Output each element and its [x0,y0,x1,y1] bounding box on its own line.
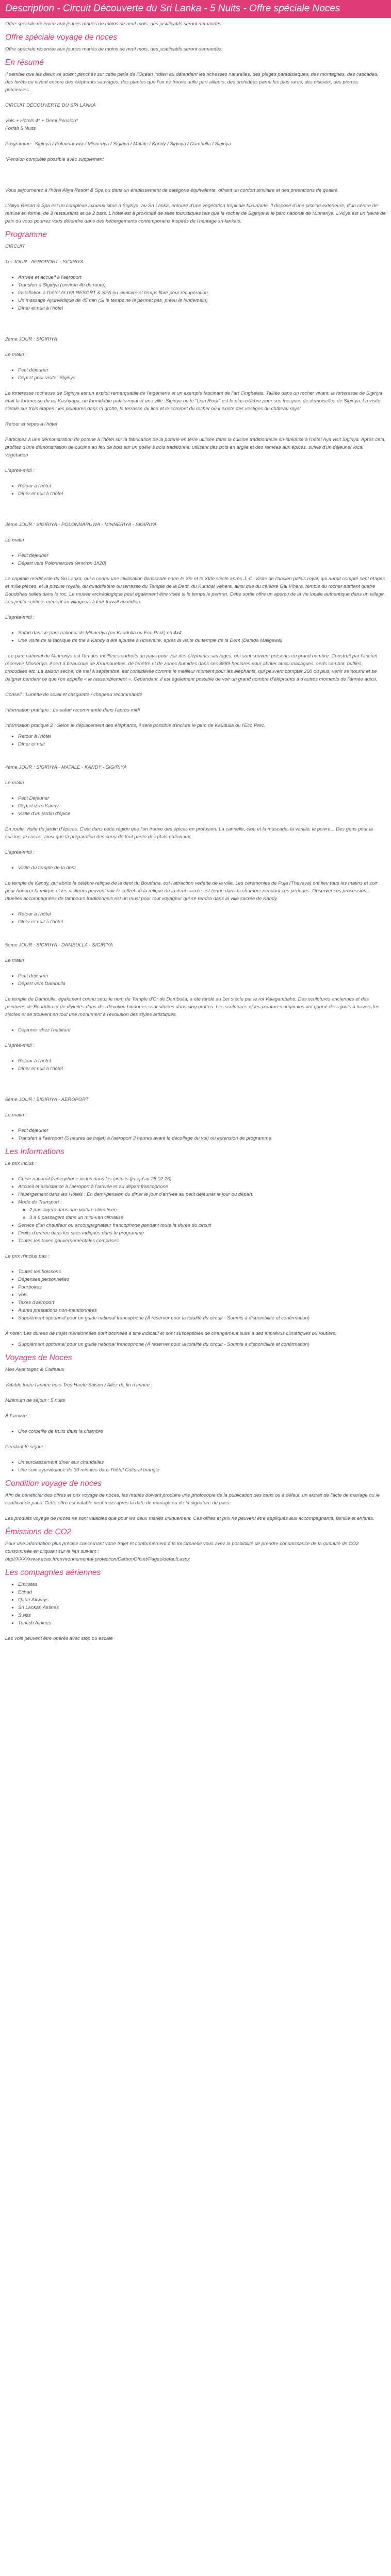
list-item: • Retour à l'hôtel [18,910,386,918]
list-item: • Swiss [18,1612,386,1619]
list-item: • Déjeuner chez l'habitant [18,1026,386,1034]
footer-note: Les vols peuvent être opérés avec stop ou escale [5,1636,113,1641]
list-item: • Guide national francophone inclus dans les circuits (jusqu'au 28.02.26) [18,1175,386,1183]
day3-afternoon-label: L'après-midi : [5,615,35,620]
honeymoon-validity: Valable toute l'année hors Très Haute Saison / Allez de fin d'année : [5,1382,153,1388]
list-item: • Une visite de la fabrique de thé à Kandy a été ajoutée à l'itinéraire, après la visite du temple de la Dent (Dalada Maligawa) [18,637,386,645]
day4-title: 4ème JOUR : SIGIRIYA - MATALE - KANDY - SIGIRIYA [5,765,127,770]
day3-minneriya-description: - Le parc national de Minneriya est l'un des meilleurs endroits au pays pour voir des éléphants sauvages, qui sont souvent présents en grand nombre. Construit par l'ancien réservoir Minneriya, il sert à beaucoup de Krounouettes, de fenêtre et de zones humides dans ses 8889 hectares pour abriter aussi macaques, cerfs sambar, buffles, crocodiles etc. La saison sèche, de mai à septembre, est considérée comme le meilleur moment pour les éléphants, qui peuvent compter 200 ou plus, venir se nourrir et se baigner pendant ce que l'on appelle « le rassemblement ». Cependant, il est également possible de voir un grand nombre d'éléphants à d'autres moments de l'année aussi. [5,653,378,682]
summary-package: Vols + Hôtels 4* + Demi Pension* [5,118,78,124]
list-item: • Arrivée et accueil à l'aéroport [18,274,386,281]
list-item: • Toutes les boissons [18,1268,386,1276]
offer-heading: Offre spéciale voyage de noces [5,33,118,42]
list-item: • Une corbeille de fruits dans la chambre [18,1428,386,1435]
description-content [0,18,391,1642]
list-item: • Autres prestations non-mentionnées [18,1307,386,1314]
list-item: • Supplément optionnel pour un guide national francophone (À réserver pour la totalité du circuit - Soumis à disponibilité et confirmation) [18,1341,386,1348]
day4-spice-garden-description: En route, visite du jardin d'épices. C'est dans cette région que l'on trouve des épices en profusion. La cannelle, clou et la muscade, la vanille, le poivre... Des gens pour la cuisine, le cacao, ainsi que la préparation des curry de tout partie des plats nationaux. [5,826,373,840]
day3-practical-info: Information pratique : Le safari recommandé dans l'après-midi [5,707,140,713]
list-item: ◦ 3 à 6 passagers dans un mini-van climatisé [29,1214,386,1222]
list-item: • Une soin ayurvédique de 30 minutes dans l'hôtel Cultural triangle [18,1466,386,1474]
day3-polonnaruwa-description: La capitale médiévale du Sri Lanka, qui a connu une civilisation florissante entre le Xie et le XIIIe siècle après J.-C. Visite de l'ancien palais royal, qui aurait compté sept étages et mille pièces, et la piscine royale, du quadrilatère ou terrasse du Temple de la Dent, du Kumbal Vehera, ainsi que du célèbre Gal Vihara, temple du rocher abritant quatre Bouddhas taillés dans le roc. Le musée archéologique peut également être visité si le temps le permet. Cette sortie offre un aperçu de la vie locale authentique dans un village. Les petits sentiers mènent au villageois à leur travail quotidien. [5,576,385,605]
transport-sublist [18,1206,386,1222]
list-item: • Un surclassement dîner aux chandelles [18,1459,386,1466]
day2-afternoon-list [5,482,386,498]
summary-programme: Programme : Sigiriya / Polonnaruwa / Minneriya / Sigiriya / Matale / Kandy / Sigiriya / Dambulla / Sigiriya [5,141,231,147]
info-heading: Les Informations [5,1147,64,1156]
list-item: • Départ vers Kandy [18,802,386,810]
day5-lunch-list [5,1026,386,1034]
list-item: ◦ 2 passagers dans une voiture climatisée [29,1206,386,1214]
summary-note: *Pension complète possible avec supplément [5,157,104,162]
co2-link[interactable]: http//XXXXwww.ecas.fr/environnemental-protection/CarbonOffset/Pages/default.aspx [5,1556,190,1562]
honeymoon-stay-label: Pendant le séjour : [5,1444,46,1450]
day6-morning-label: Le matin : [5,1112,27,1118]
day4-morning-list [5,794,386,818]
price-includes-list [5,1175,386,1245]
list-item: • Départ pour visiter Sigiriya [18,374,386,382]
list-item: • Transfert à l'aéroport (5 heures de trajet) à l'aéroport 3 heures avant le décollage du vol) ou extension de programme. [18,1134,386,1142]
day2-morning-label: Le matin : [5,352,27,358]
day1-title: 1er JOUR : AEROPORT - SIGIRIYA [5,259,84,265]
day5-dambulla-description: Le temple de Dambulla, également connu sous le nom de Temple d'Or de Dambulla, a été fondé au 1er siècle par le roi Valagambahu. Des sculptures anciennes et des peintures de Bouddha et de divinités dans des dévotion hindoues sont situées dans cinq grottes. Les sculptures et les peintures originales ont gagné des ajouts à travers les siècles et se trouvent en tout une monument à l'évolution des styles artistiques. [5,996,380,1018]
list-item: • Départ vers Dambulla [18,980,386,988]
day1-list [5,274,386,312]
price-includes-label: Le prix inclus : [5,1161,37,1166]
list-item: • Départ vers Polonnaruwa (environ 1h20) [18,560,386,567]
list-item: • Dépenses personnelles [18,1276,386,1283]
list-item: • Dîner et nuit à l'hôtel [18,918,386,926]
conditions-heading: Condition voyage de noces [5,1479,102,1488]
honeymoon-heading: Voyages de Noces [5,1353,72,1362]
list-item: • Petit déjeuner [18,552,386,560]
hotel-intro: Vous séjournerez à l'hôtel Aliya Resort & Spa ou dans un établissement de catégorie équivalente, offrant un confort similaire et des prestations de qualité. [5,188,339,193]
list-item: • Petit déjeuner [18,972,386,980]
list-item: • Dîner et nuit à l'hôtel [18,1065,386,1073]
list-item: • Installation à l'hôtel ALIYA RESORT & SPA ou similaire et temps libre pour récupération. [18,289,386,297]
day5-afternoon-list [5,1057,386,1073]
day5-afternoon-label: L'après-midi : [5,1043,35,1048]
day2-pottery-description: Participez à une démonstration de poterie à l'hôtel sur la fabrication de la poterie en terre utilisée dans la cuisine traditionnelle sri-lankaise à l'hôtel Aya visit Sigiriya. Après cela, profitez d'une démonstration de cuisine au feu de bois sur un poêle à bois traditionnel utilisant des pots en argile et des ramées aux épices, suivie d'un déjeuner local végétarien [5,437,386,458]
intro-text: Offre spéciale réservée aux jeunes mariés de moins de neuf mois, des justificatifs seront demandés. [5,21,223,27]
list-item: • Turkish Airlines [18,1619,386,1627]
co2-heading: Émissions de CO2 [5,1528,72,1536]
day3-morning-list [5,552,386,567]
day2-sigiriya-description: La forteresse rocheuse de Sigiriya est un exploit remarquable de l'ingénierie et un exemple fascinant de l'art Cinghalais. Taillée dans un rocher vivant, la forteresse de Sigiriya était la forteresse du roi Kashyapa, un formidable palais royal et une ville. Sigiriya ou le "Lion Rock" est le plus célèbre pour ses fresques de demoiselles de Sigiriya. La visite s'étale sur trois étapes : les peintures dans la grotte, la terrasse du lion et le sommet du rocher où il existe des vestiges du château royal. [5,391,382,412]
list-item: • Visite d'un jardin d'épice [18,810,386,818]
list-item: • Droits d'entrée dans les sites indiqués dans le programme [18,1229,386,1237]
list-item: • Transfert à Sigiriya (environ 4h de route). [18,281,386,289]
day3-practical-info-2: Information pratique 2 : Selon le déplacement des éléphants, il sera possible d'inclure le parc de Kaudulla ou l'Eco Parc. [5,723,266,728]
honeymoon-arrival-label: À l'arrivée : [5,1413,30,1419]
price-excludes-list [5,1268,386,1322]
list-item [18,1198,386,1222]
programme-heading: Programme [5,230,47,239]
page-title: Description - Circuit Découverte du Sri Lanka - 5 Nuits - Offre spéciale Noces [0,0,391,18]
day3-advice: Conseil : Lunette de soleil et casquette / chapeau recommandé [5,692,142,698]
day3-evening-list [5,733,386,748]
transport-label: Mode de Transport : [18,1199,62,1205]
list-item: • Dîner et nuit à l'hôtel [18,490,386,498]
price-excludes-label: Le prix n'inclus pas : [5,1253,50,1259]
list-item: • Etihad [18,1588,386,1596]
circuit-label: CIRCUIT [5,244,25,249]
hotel-description: L'Aliya Resort & Spa est un complexe luxueux situé à Sigiriya, au Sri Lanka, entouré d'une végétation tropicale luxuriante. Il dispose d'une piscine extérieure, d'un centre de remise en forme, de 3 restaurants et de 2 bars. L'hôtel est à proximité de sites touristiques tels que le rocher de Sigiriya et le parc national de Minneriya. L'Aliya est un havre de paix où vous pourrez vous détendre dans des hébergements contemporains inspirés de l'héritage sri-lankais. [5,203,386,224]
list-item: • Dîner et nuit à l'hôtel [18,304,386,312]
list-item: • Retour à l'hôtel [18,482,386,490]
list-item: • Retour à l'hôtel [18,733,386,740]
day2-return: Retour et repos à l'hôtel [5,421,57,427]
list-item: • Supplément optionnel pour un guide national francophone (À réserver pour la totalité du circuit - Soumis à disponibilité et confirmation) [18,1314,386,1322]
day3-morning-label: Le matin [5,537,24,543]
honeymoon-minimum-stay: Minimum de séjour : 5 nuits [5,1398,66,1403]
day4-temple-description: Le temple de Kandy, qui abrite la célèbre relique de la dent du Bouddha, est l'attraction vedette de la ville. Les cérémonies de Puja (Thevava) ont lieu tous les matins et soir pour honorer la relique et les visiteurs peuvent voir le coffret où la relique de la dent sacrée est tenue dans la chambre pendant ces périodes. Observer ces processions rituelles accompagnées de tambours traditionnels est un must pour tout voyageur qui se rendra dans la ville sacrée de Kandy. [5,880,378,902]
day5-morning-list [5,972,386,988]
day2-title: 2ème JOUR : SIGIRIYA [5,336,57,342]
honeymoon-stay-list [5,1459,386,1474]
honeymoon-benefits: Mes Avantages & Cadeaux [5,1367,64,1372]
summary-circuit-name: CIRCUIT DÉCOUVERTE DU SRI LANKA [5,103,96,108]
day5-morning-label: Le matin [5,958,24,963]
list-item: • Petit Déjeuner [18,794,386,802]
conditions-text-2: Les produits voyage de noces ne sont valables que pour les deux mariés uniquement. Ces offres et prix ne peuvent être appliqués aux accompagnants, famille et enfants. [5,1516,374,1521]
conditions-text: Afin de bénéficier des offres et prix voyage de noces, les mariés doivent produire une photocopie de la publication des bans ou à défaut, un extrait de l'acte de mariage ou le certificat de pacs. Cette offre est valable neuf mois après la date de mariage ou de la signature du pacs. [5,1493,380,1506]
day2-afternoon-label: L'après-midi : [5,468,35,473]
day4-afternoon-list [5,864,386,872]
summary-nights: Forfait 5 Nuits [5,126,36,131]
day3-title: 3ème JOUR : SIGIRIYA - POLONNARUWA - MINNERIYA - SIGIRIYA [5,522,157,528]
list-item: • Qatar Airways [18,1596,386,1604]
list-item: • Un massage Ayurvédique de 45 min (Si le temps ne le permet pas, prévu le lendemain) [18,297,386,304]
list-item: • Retour à l'hôtel [18,1057,386,1065]
list-item: • Taxes d'aéroport [18,1299,386,1307]
airlines-heading: Les compagnies aériennes [5,1568,101,1577]
day2-morning-list [5,366,386,382]
list-item: • Sri Lankan Airlines [18,1604,386,1612]
list-item: • Emirates [18,1581,386,1588]
list-item: • Toutes les taxes gouvernementales comprises. [18,1237,386,1245]
day4-morning-label: Le matin [5,780,24,786]
day6-title: 6ème JOUR : SIGIRIYA - AEROPORT [5,1097,89,1103]
day4-afternoon-label: L'après-midi : [5,850,35,855]
airlines-list [5,1581,386,1627]
list-item: • Petit déjeuner [18,1127,386,1134]
list-item: • Dîner et nuit [18,740,386,748]
list-item: • Petit déjeuner [18,366,386,374]
duration-note: À noter: Les durées de trajet mentionnées sont données à titre indicatif et sont susceptibles de changement suite à des imprévus climatiques ou routiers. [5,1331,337,1336]
summary-heading: En résumé [5,58,44,67]
day4-evening-list [5,910,386,926]
list-item: • Service d'un chauffeur ou accompagnateur francophone pendant toute la durée du circuit [18,1222,386,1229]
list-item: • Hébergement dans les Hôtels : En demi-pension du dîner le jour d'arrivée au petit déjeuner le jour du départ. [18,1191,386,1198]
note-list [5,1341,386,1348]
list-item: • Pourboires [18,1283,386,1291]
day6-list [5,1127,386,1142]
day3-afternoon-list [5,629,386,645]
list-item: • Visite du temple de la dent [18,864,386,872]
list-item: • Safari dans le parc national de Minneriya (ou Kaudulla ou Eco Park) en 4x4 [18,629,386,637]
offer-text: Offre spéciale réservée aux jeunes mariés de moins de neuf mois, des justificatifs seront demandés. [5,46,223,52]
co2-text: Pour une information plus précise concernant votre trajet et conformément à la loi Grenelle vous avez la possibilité de prendre connaissance de la quantité de CO2 consommée en cliquant sur le lien suivant : [5,1541,359,1554]
list-item: • Vols [18,1291,386,1299]
day5-title: 5ème JOUR : SIGIRIYA - DAMBULLA - SIGIRIYA [5,942,113,948]
honeymoon-arrival-list [5,1428,386,1435]
list-item: • Accueil et assistance à l'aéroport à l'arrivée et au départ francophone [18,1183,386,1191]
summary-paragraph: Il semble que les dieux se soient penchés sur cette perle de l'Océan Indien au détendant les richesses naturelles, des plages paradisiaques, des montagnes, des cascades, des forêts ou vivent encore des éléphants sauvages, des plantes que l'on ne trouve nulle part ailleurs, des orchidées parmi les plus rares, des oiseaux, des pierres précieuses... [5,72,379,93]
